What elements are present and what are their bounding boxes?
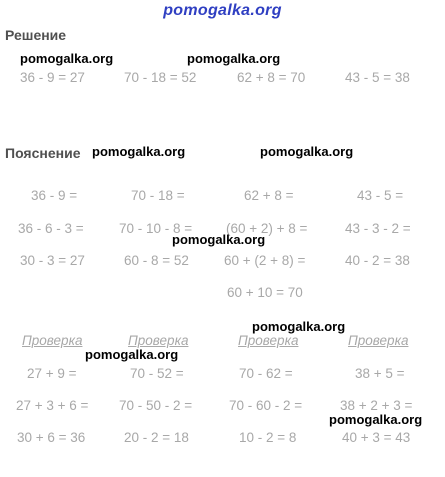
watermark: pomogalka.org [252, 319, 346, 334]
check-step: 30 + 6 = 36 [17, 430, 86, 445]
explanation-step: 70 - 18 = [131, 188, 185, 203]
check-step: 70 - 52 = [130, 366, 184, 381]
check-label: Проверка [238, 333, 299, 348]
explanation-step: 36 - 9 = [31, 188, 78, 203]
check-step: 38 + 5 = [355, 366, 405, 381]
watermark: pomogalka.org [172, 232, 266, 247]
check-label: Проверка [348, 333, 409, 348]
explanation-step: 60 - 8 = 52 [124, 253, 189, 268]
watermark: pomogalka.org [187, 51, 281, 66]
explanation-step: 30 - 3 = 27 [20, 253, 85, 268]
explanation-step: 62 + 8 = [244, 188, 294, 203]
check-step: 40 + 3 = 43 [342, 430, 411, 445]
site-title: pomogalka.org [163, 2, 282, 19]
explanation-step: 43 - 3 - 2 = [345, 221, 411, 236]
check-step: 70 - 50 - 2 = [119, 398, 193, 413]
solution-equation: 43 - 5 = 38 [345, 70, 410, 85]
explanation-step: 36 - 6 - 3 = [18, 221, 84, 236]
solution-heading: Решение [5, 27, 67, 43]
check-step: 38 + 2 + 3 = [340, 398, 413, 413]
explanation-step: 60 + (2 + 8) = [224, 253, 306, 268]
check-step: 27 + 3 + 6 = [16, 398, 89, 413]
check-step: 70 - 62 = [239, 366, 293, 381]
solution-equation: 36 - 9 = 27 [20, 70, 85, 85]
watermark: pomogalka.org [329, 412, 423, 427]
check-label: Проверка [22, 333, 83, 348]
watermark: pomogalka.org [20, 51, 114, 66]
solution-equation: 62 + 8 = 70 [237, 70, 306, 85]
explanation-step: 40 - 2 = 38 [345, 253, 410, 268]
explanation-heading: Пояснение [5, 145, 81, 161]
check-step: 20 - 2 = 18 [124, 430, 189, 445]
check-step: 27 + 9 = [27, 366, 77, 381]
solution-equation: 70 - 18 = 52 [124, 70, 197, 85]
watermark: pomogalka.org [85, 347, 179, 362]
check-step: 10 - 2 = 8 [239, 430, 297, 445]
check-step: 70 - 60 - 2 = [229, 398, 303, 413]
explanation-step: 60 + 10 = 70 [227, 285, 303, 300]
explanation-step: 70 - 10 - 8 = [119, 221, 193, 236]
explanation-step: (60 + 2) + 8 = [226, 221, 308, 236]
watermark: pomogalka.org [92, 144, 186, 159]
watermark: pomogalka.org [260, 144, 354, 159]
explanation-step: 43 - 5 = [357, 188, 404, 203]
check-label: Проверка [128, 333, 189, 348]
